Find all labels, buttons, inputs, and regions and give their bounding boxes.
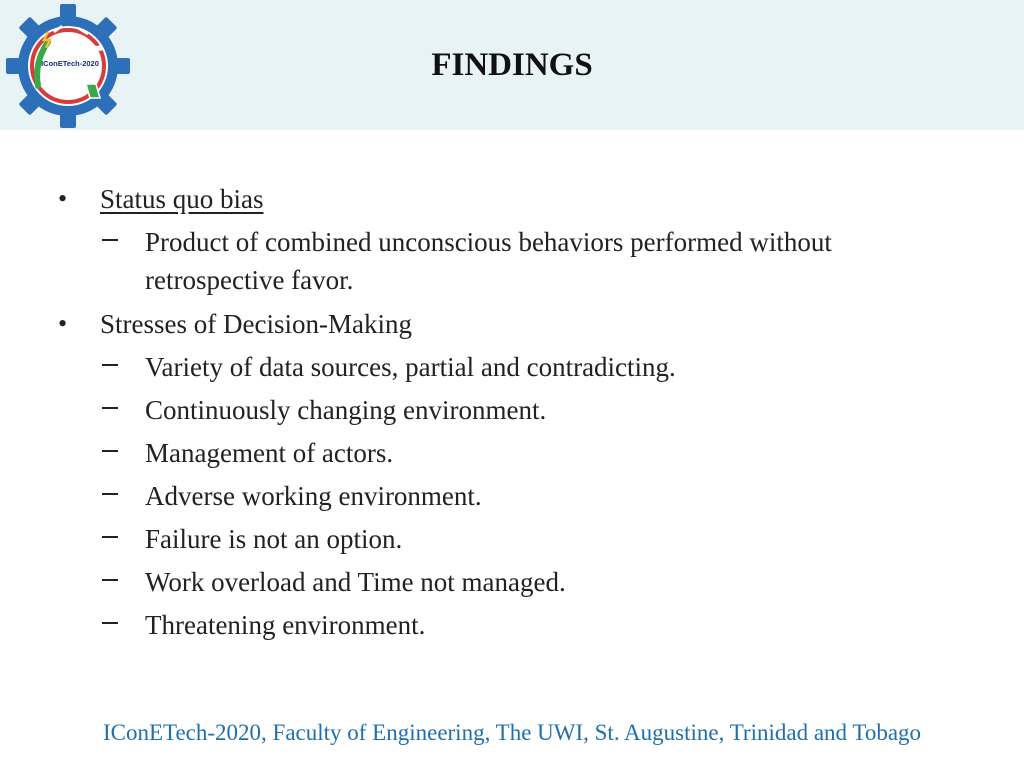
- sub-list: [100, 223, 978, 299]
- dash-icon: [100, 477, 145, 515]
- bullet-item: [58, 180, 978, 218]
- sub-item-text: Threatening environment.: [145, 610, 426, 640]
- slide-title: FINDINGS: [431, 47, 593, 83]
- dash-icon: [100, 563, 145, 601]
- sub-item: [100, 520, 978, 558]
- bullet-item: [58, 305, 978, 343]
- dash-icon: [100, 348, 145, 386]
- dash-icon: [100, 391, 145, 429]
- sub-item: [100, 391, 978, 429]
- sub-item-text: Variety of data sources, partial and contradicting.: [145, 352, 676, 382]
- sub-item-text: Failure is not an option.: [145, 524, 403, 554]
- dash-icon: [100, 434, 145, 472]
- sub-item-text: Continuously changing environment.: [145, 395, 547, 425]
- bullet-dot-icon: •: [58, 184, 68, 213]
- dash-icon: [100, 223, 145, 261]
- sub-item: [100, 434, 978, 472]
- sub-item: [100, 563, 978, 601]
- bullet-text: Stresses of Decision-Making: [100, 309, 412, 339]
- bullet-list: [58, 180, 978, 644]
- sub-item-text: Management of actors.: [145, 438, 394, 468]
- sub-item: [100, 477, 978, 515]
- slide-footer: IConETech-2020, Faculty of Engineering, The UWI, St. Augustine, Trinidad and Tobago: [102, 720, 922, 745]
- logo-text: IConETech-2020: [41, 59, 99, 68]
- sub-list: [100, 348, 978, 644]
- bullet-text: Status quo bias: [100, 184, 264, 214]
- bullet-dot-icon: •: [58, 309, 68, 338]
- sub-item: [100, 606, 978, 644]
- dash-icon: [100, 606, 145, 644]
- sub-item: [100, 223, 978, 299]
- sub-item-text: Work overload and Time not managed.: [145, 567, 566, 597]
- sub-item-text: Adverse working environment.: [145, 481, 482, 511]
- dash-icon: [100, 520, 145, 558]
- sub-item: [100, 348, 978, 386]
- sub-item-text: Product of combined unconscious behaviors performed without retrospective favor.: [145, 227, 832, 295]
